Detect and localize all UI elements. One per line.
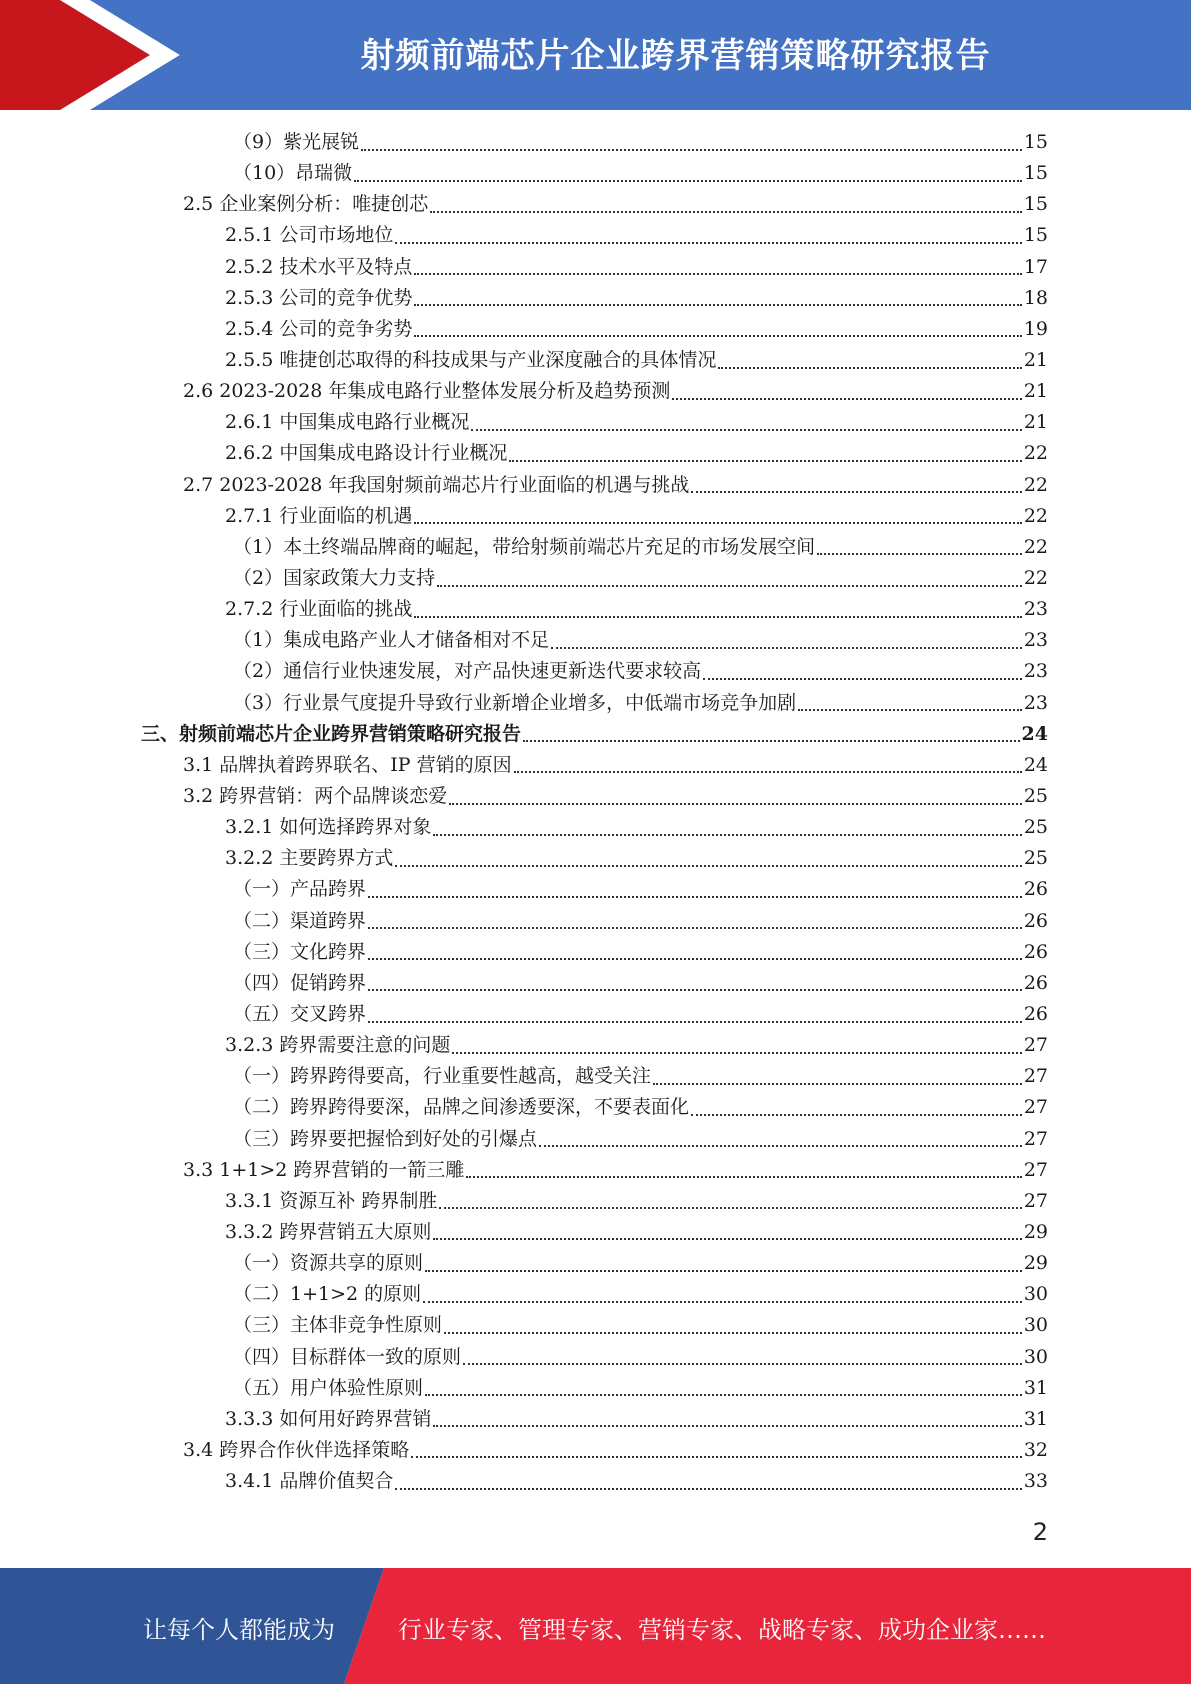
toc-leader-dots (437, 585, 1022, 587)
toc-leader-dots (433, 834, 1021, 836)
toc-leader-dots (691, 1114, 1022, 1116)
toc-leader-dots (466, 1176, 1021, 1178)
toc-entry[interactable] (0, 252, 1191, 283)
toc-entry[interactable] (0, 189, 1191, 220)
toc-entry-page: 27 (1023, 1127, 1048, 1150)
toc-entry-page: 31 (1023, 1407, 1048, 1430)
toc-entry-page: 27 (1023, 1034, 1048, 1057)
toc-entry[interactable] (0, 625, 1191, 656)
toc-entry-title: （2）通信行业快速发展，对产品快速更新迭代要求较高 (233, 660, 702, 683)
toc-entry-page: 25 (1023, 847, 1048, 870)
toc-leader-dots (395, 1488, 1021, 1490)
toc-leader-dots (430, 211, 1022, 213)
toc-entry-page: 29 (1023, 1220, 1048, 1243)
toc-entry-title: 2.6.2 中国集成电路设计行业概况 (225, 442, 508, 465)
toc-leader-dots (718, 367, 1021, 369)
toc-entry[interactable] (0, 1061, 1191, 1092)
toc-leader-dots (703, 678, 1022, 680)
toc-leader-dots (423, 1301, 1022, 1303)
toc-entry-page: 15 (1023, 224, 1048, 247)
toc-entry[interactable] (0, 874, 1191, 905)
toc-leader-dots (414, 304, 1021, 306)
toc-entry[interactable] (0, 1466, 1191, 1497)
footer-slogan-left: 让每个人都能成为 (143, 1616, 335, 1644)
toc-entry[interactable] (0, 345, 1191, 376)
toc-leader-dots (395, 865, 1021, 867)
toc-entry-page: 17 (1023, 255, 1048, 278)
toc-entry-title: 三、射频前端芯片企业跨界营销策略研究报告 (141, 722, 522, 745)
toc-leader-dots (523, 740, 1020, 742)
toc-entry[interactable] (0, 1217, 1191, 1248)
toc-leader-dots (449, 803, 1022, 805)
toc-entry[interactable] (0, 781, 1191, 812)
toc-entry[interactable] (0, 283, 1191, 314)
toc-entry[interactable] (0, 999, 1191, 1030)
toc-entry-page: 15 (1023, 131, 1048, 154)
toc-leader-dots (433, 1425, 1021, 1427)
toc-entry-title: （三）文化跨界 (233, 940, 367, 963)
toc-leader-dots (411, 1456, 1022, 1458)
toc-entry[interactable] (0, 1030, 1191, 1061)
toc-entry[interactable] (0, 750, 1191, 781)
toc-entry-page: 30 (1023, 1314, 1048, 1337)
toc-entry-title: 3.3 1+1>2 跨界营销的一箭三雕 (183, 1158, 465, 1181)
toc-leader-dots (414, 273, 1021, 275)
toc-entry-title: 3.2.2 主要跨界方式 (225, 847, 394, 870)
toc-entry-title: （一）产品跨界 (233, 878, 367, 901)
toc-entry-page: 33 (1023, 1470, 1048, 1493)
toc-entry[interactable] (0, 1373, 1191, 1404)
toc-entry-page: 30 (1023, 1345, 1048, 1368)
toc-entry-page: 23 (1023, 660, 1048, 683)
toc-entry-title: 3.3.3 如何用好跨界营销 (225, 1407, 432, 1430)
toc-entry-page: 23 (1023, 598, 1048, 621)
toc-entry[interactable] (0, 843, 1191, 874)
toc-leader-dots (539, 1145, 1022, 1147)
table-of-contents (0, 127, 1191, 1497)
toc-entry[interactable] (0, 1155, 1191, 1186)
toc-entry-page: 22 (1023, 442, 1048, 465)
toc-entry-title: （1）集成电路产业人才储备相对不足 (233, 629, 550, 652)
toc-entry[interactable] (0, 376, 1191, 407)
toc-entry[interactable] (0, 501, 1191, 532)
toc-leader-dots (433, 1238, 1021, 1240)
toc-entry[interactable] (0, 438, 1191, 469)
toc-leader-dots (425, 1270, 1022, 1272)
toc-entry-page: 24 (1021, 722, 1048, 745)
toc-entry-title: （9）紫光展锐 (233, 131, 360, 154)
toc-entry-page: 22 (1023, 473, 1048, 496)
document-title: 射频前端芯片企业跨界营销策略研究报告 (360, 36, 991, 76)
toc-entry[interactable] (0, 220, 1191, 251)
toc-leader-dots (368, 927, 1022, 929)
toc-leader-dots (414, 616, 1021, 618)
toc-leader-dots (368, 1021, 1022, 1023)
toc-entry[interactable] (0, 968, 1191, 999)
page-number: 2 (1032, 1518, 1048, 1546)
toc-entry-title: （三）主体非竞争性原则 (233, 1314, 443, 1337)
toc-entry-page: 23 (1023, 629, 1048, 652)
toc-entry[interactable] (0, 470, 1191, 501)
toc-entry-page: 26 (1023, 971, 1048, 994)
toc-entry-title: 2.7.2 行业面临的挑战 (225, 598, 413, 621)
toc-entry-title: 2.5.4 公司的竞争劣势 (225, 317, 413, 340)
toc-leader-dots (471, 429, 1021, 431)
toc-entry-title: 3.2.3 跨界需要注意的问题 (225, 1034, 451, 1057)
toc-entry-title: （四）促销跨界 (233, 971, 367, 994)
toc-entry[interactable] (0, 656, 1191, 687)
toc-leader-dots (514, 771, 1022, 773)
toc-leader-dots (414, 522, 1021, 524)
toc-entry-page: 26 (1023, 940, 1048, 963)
toc-entry-title: 3.4.1 品牌价值契合 (225, 1470, 394, 1493)
toc-entry[interactable] (0, 532, 1191, 563)
toc-leader-dots (414, 335, 1021, 337)
toc-entry[interactable] (0, 594, 1191, 625)
toc-entry-title: 3.2 跨界营销：两个品牌谈恋爱 (183, 785, 448, 808)
toc-leader-dots (368, 989, 1022, 991)
toc-entry-title: 2.5.1 公司市场地位 (225, 224, 394, 247)
toc-entry[interactable] (0, 1279, 1191, 1310)
toc-entry-title: 3.3.1 资源互补 跨界制胜 (225, 1189, 438, 1212)
footer-slogan-right: 行业专家、管理专家、营销专家、战略专家、成功企业家…… (398, 1616, 1046, 1644)
toc-entry-title: （10）昂瑞微 (233, 162, 353, 185)
toc-entry-page: 21 (1023, 380, 1048, 403)
toc-entry-page: 31 (1023, 1376, 1048, 1399)
toc-entry-title: （二）1+1>2 的原则 (233, 1283, 422, 1306)
toc-entry-title: （一）跨界跨得要高，行业重要性越高，越受关注 (233, 1065, 652, 1088)
toc-leader-dots (444, 1332, 1022, 1334)
toc-entry-page: 26 (1023, 909, 1048, 932)
toc-entry[interactable] (0, 812, 1191, 843)
toc-entry-title: 2.6.1 中国集成电路行业概况 (225, 411, 470, 434)
toc-entry-title: 2.5 企业案例分析：唯捷创芯 (183, 193, 429, 216)
toc-leader-dots (368, 896, 1022, 898)
toc-entry-title: （三）跨界要把握恰到好处的引爆点 (233, 1127, 538, 1150)
toc-entry[interactable] (0, 688, 1191, 719)
toc-entry-page: 26 (1023, 878, 1048, 901)
toc-entry-title: 2.5.3 公司的竞争优势 (225, 286, 413, 309)
toc-entry[interactable] (0, 1248, 1191, 1279)
toc-entry[interactable] (0, 937, 1191, 968)
toc-leader-dots (691, 491, 1021, 493)
toc-leader-dots (425, 1394, 1022, 1396)
toc-entry-page: 27 (1023, 1065, 1048, 1088)
toc-leader-dots (395, 242, 1021, 244)
toc-entry-page: 21 (1023, 411, 1048, 434)
toc-leader-dots (463, 1363, 1022, 1365)
toc-entry[interactable] (0, 1404, 1191, 1435)
toc-leader-dots (817, 553, 1022, 555)
toc-entry-page: 22 (1023, 504, 1048, 527)
toc-entry-title: 3.4 跨界合作伙伴选择策略 (183, 1438, 410, 1461)
toc-entry-page: 21 (1023, 349, 1048, 372)
toc-entry-page: 27 (1023, 1158, 1048, 1181)
toc-leader-dots (509, 460, 1021, 462)
toc-entry[interactable] (0, 1186, 1191, 1217)
page-footer (0, 1568, 1191, 1684)
toc-entry-page: 19 (1023, 317, 1048, 340)
toc-entry-page: 22 (1023, 567, 1048, 590)
toc-entry[interactable] (0, 407, 1191, 438)
toc-leader-dots (672, 398, 1021, 400)
toc-entry[interactable] (0, 1124, 1191, 1155)
toc-entry-page: 18 (1023, 286, 1048, 309)
toc-entry-page: 32 (1023, 1438, 1048, 1461)
toc-leader-dots (368, 958, 1022, 960)
toc-entry[interactable] (0, 563, 1191, 594)
toc-entry[interactable] (0, 1092, 1191, 1123)
toc-entry-title: （二）渠道跨界 (233, 909, 367, 932)
toc-leader-dots (361, 149, 1022, 151)
toc-entry-page: 26 (1023, 1003, 1048, 1025)
toc-entry-title: （2）国家政策大力支持 (233, 567, 436, 590)
page-header (0, 0, 1191, 110)
toc-entry-title: （1）本土终端品牌商的崛起，带给射频前端芯片充足的市场发展空间 (233, 535, 816, 558)
toc-entry-title: 3.1 品牌执着跨界联名、IP 营销的原因 (183, 753, 512, 776)
toc-leader-dots (354, 180, 1022, 182)
toc-entry-title: 2.6 2023-2028 年集成电路行业整体发展分析及趋势预测 (183, 380, 671, 403)
toc-entry-title: （五）交叉跨界 (233, 1003, 367, 1025)
toc-entry-title: 2.5.5 唯捷创芯取得的科技成果与产业深度融合的具体情况 (225, 349, 717, 372)
toc-leader-dots (653, 1083, 1022, 1085)
toc-entry[interactable] (0, 906, 1191, 937)
toc-entry-page: 23 (1023, 691, 1048, 714)
toc-entry-title: （四）目标群体一致的原则 (233, 1345, 462, 1368)
toc-leader-dots (798, 709, 1022, 711)
toc-entry-title: （五）用户体验性原则 (233, 1376, 424, 1399)
toc-entry-page: 24 (1023, 753, 1048, 776)
toc-entry[interactable] (0, 158, 1191, 189)
toc-entry[interactable] (0, 719, 1191, 750)
toc-entry[interactable] (0, 314, 1191, 345)
toc-entry[interactable] (0, 127, 1191, 158)
toc-entry-title: （一）资源共享的原则 (233, 1252, 424, 1275)
toc-entry-title: 3.2.1 如何选择跨界对象 (225, 816, 432, 839)
toc-leader-dots (551, 647, 1022, 649)
toc-entry-title: 3.3.2 跨界营销五大原则 (225, 1220, 432, 1243)
toc-entry-title: 2.7 2023-2028 年我国射频前端芯片行业面临的机遇与挑战 (183, 473, 690, 496)
toc-entry-page: 22 (1023, 535, 1048, 558)
toc-entry[interactable] (0, 1341, 1191, 1372)
toc-leader-dots (452, 1052, 1021, 1054)
toc-entry-title: 2.7.1 行业面临的机遇 (225, 504, 413, 527)
toc-entry-page: 15 (1023, 162, 1048, 185)
toc-entry-page: 27 (1023, 1189, 1048, 1212)
toc-entry-page: 27 (1023, 1096, 1048, 1119)
toc-leader-dots (439, 1207, 1021, 1209)
toc-entry[interactable] (0, 1435, 1191, 1466)
toc-entry-title: （3）行业景气度提升导致行业新增企业增多，中低端市场竞争加剧 (233, 691, 797, 714)
toc-entry-page: 25 (1023, 785, 1048, 808)
toc-entry-title: 2.5.2 技术水平及特点 (225, 255, 413, 278)
toc-entry-page: 29 (1023, 1252, 1048, 1275)
toc-entry-page: 25 (1023, 816, 1048, 839)
toc-entry-page: 30 (1023, 1283, 1048, 1306)
toc-entry-title: （二）跨界跨得要深，品牌之间渗透要深，不要表面化 (233, 1096, 690, 1119)
toc-entry[interactable] (0, 1310, 1191, 1341)
toc-entry-page: 15 (1023, 193, 1048, 216)
